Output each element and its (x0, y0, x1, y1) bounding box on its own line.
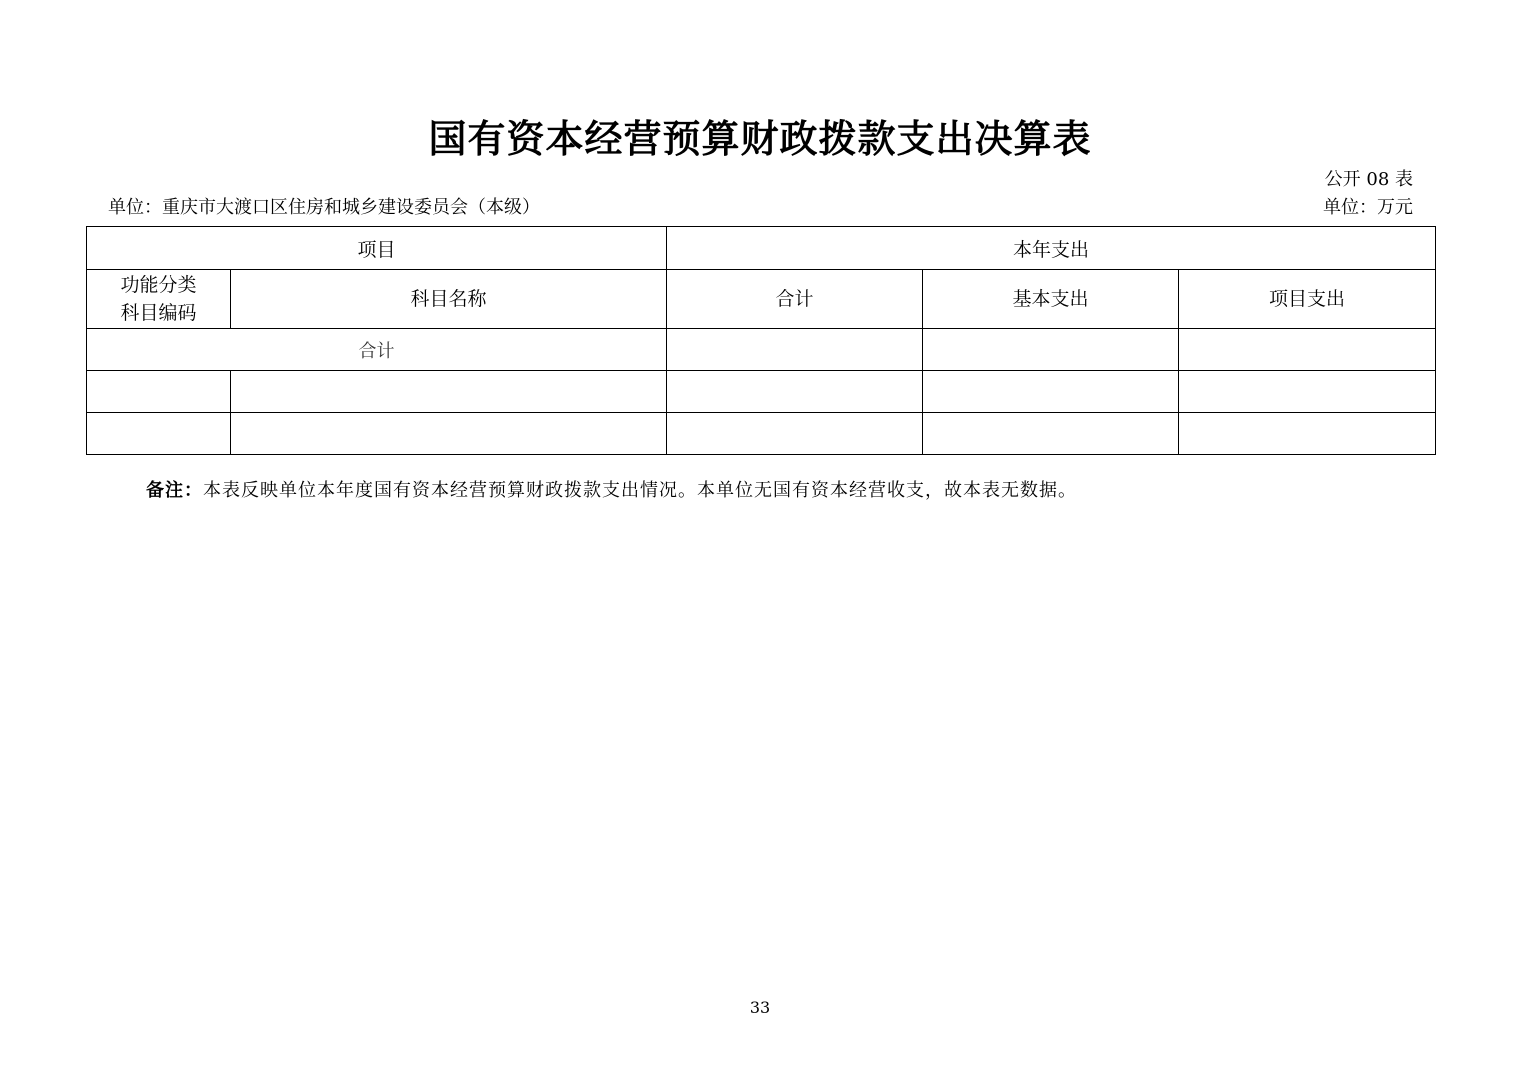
total-basic-cell (923, 329, 1179, 371)
header-function-code (87, 270, 231, 329)
row-name-cell (231, 371, 667, 413)
footnote-label: 备注： (146, 480, 203, 501)
row-code-cell (87, 371, 231, 413)
table-total-row (87, 329, 1436, 371)
footnote (146, 476, 1077, 502)
footnote-text: 本表反映单位本年度国有资本经营预算财政拨款支出情况。本单位无国有资本经营收支，故本表无数据。 (203, 480, 1077, 501)
expenditure-table (86, 226, 1436, 455)
total-label: 合计 (87, 329, 667, 371)
total-cell (667, 329, 923, 371)
table-header-row (87, 227, 1436, 270)
row-name-cell (231, 413, 667, 455)
row-basic-cell (923, 371, 1179, 413)
header-basic-expense: 基本支出 (923, 270, 1179, 329)
currency-unit: 单位：万元 (1323, 197, 1413, 218)
row-code-cell (87, 413, 231, 455)
table-row (87, 413, 1436, 455)
page-title: 国有资本经营预算财政拨款支出决算表 (428, 117, 1092, 161)
header-total: 合计 (667, 270, 923, 329)
header-item: 项目 (87, 227, 667, 270)
organization-unit: 单位：重庆市大渡口区住房和城乡建设委员会（本级） (108, 197, 540, 218)
table-row (87, 371, 1436, 413)
row-basic-cell (923, 413, 1179, 455)
total-project-cell (1179, 329, 1436, 371)
page-number: 33 (749, 998, 771, 1017)
header-current-year-expense: 本年支出 (667, 227, 1436, 270)
form-number: 公开 08 表 (1324, 169, 1413, 190)
header-project-expense: 项目支出 (1179, 270, 1436, 329)
row-total-cell (667, 413, 923, 455)
row-project-cell (1179, 413, 1436, 455)
row-project-cell (1179, 371, 1436, 413)
table-subheader-row (87, 270, 1436, 329)
row-total-cell (667, 371, 923, 413)
header-code-line2: 科目编码 (120, 302, 197, 324)
header-code-line1: 功能分类 (120, 274, 197, 296)
header-subject-name: 科目名称 (231, 270, 667, 329)
